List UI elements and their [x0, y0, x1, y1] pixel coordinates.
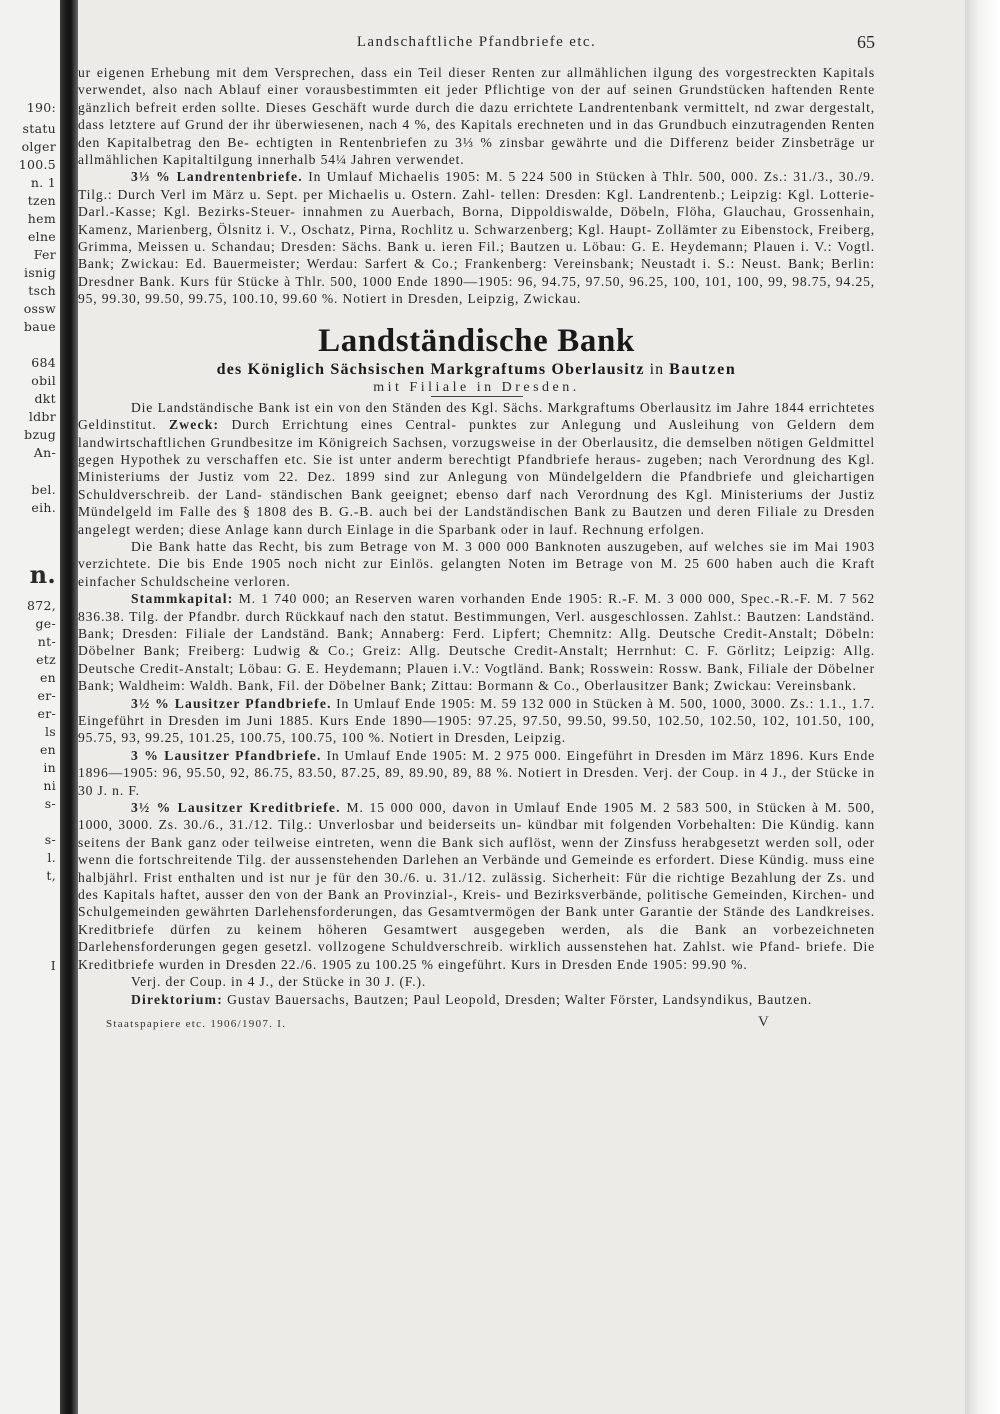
margin-fragment: I: [50, 958, 56, 973]
margin-fragment: Fer: [33, 247, 56, 262]
paragraph-landrentenbriefe: [78, 168, 875, 307]
margin-fragment: etz: [36, 652, 56, 667]
page-footer: [78, 1014, 875, 1036]
margin-fragment: obil: [31, 373, 56, 388]
margin-fragment: tsch: [28, 283, 56, 298]
paragraph-kreditbriefe: [78, 799, 875, 973]
margin-fragment: er-: [37, 706, 56, 721]
page-content: [78, 30, 875, 1036]
margin-fragment: baue: [23, 319, 56, 334]
margin-fragment: An-: [33, 445, 56, 460]
margin-fragment: s-: [44, 832, 56, 847]
margin-fragment: isnig: [24, 265, 56, 280]
margin-fragment: ldbr: [28, 409, 56, 424]
margin-fragment: en: [39, 742, 56, 757]
sheet-mark: V: [758, 1013, 771, 1030]
margin-fragment: t,: [46, 868, 56, 883]
page-edge: [965, 0, 1000, 1414]
margin-fragment: 100.5: [18, 157, 56, 172]
running-title: Landschaftliche Pfandbriefe etc.: [356, 34, 597, 50]
paragraph-body: In Umlauf Ende 1905: M. 2 975 000. Eingeführt in Dresden im März 1896. Kurs Ende 1896—1905: 96, 95.50, 92, 86.75, 83.50, 87.25, 89, 89.90, 89, 88 %. Notiert in Dresden. Verj. der Coup. in 4 J., der Stücke in 30 J. n. F.: [78, 747, 875, 798]
margin-fragment: hem: [27, 211, 56, 226]
margin-fragment: nt-: [37, 634, 56, 649]
paragraph-landrenten-intro: ur eigenen Erhebung mit dem Versprechen, dass ein Teil dieser Renten zur allmählichen ilgung des vorgestreckten Kapitals verwendet, also nach Ablauf einer vorausbestimmten eit jeder Pflichtige von der auf seinen Grundstücken haftenden Rente gänzlich befreit erden sollte. Dieses Geschäft wurde durch die dazu errichtete Landrentenbank vermittelt, nd zwar dergestalt, dass letztere auf Grund der ihr überwiesenen, nach 4 %, des Kapitals erechneten und in das Grundbuch einzutragenden Renten den Kapitalbetrag den Be- echtigten in Rentenbriefen zu 3⅓ % zinsbar gewährte und die Differenz beider Zinsbeträge ur allmählichen Kapitaltilgung innerhalb 54¼ Jahren verwendet.: [78, 65, 875, 168]
margin-fragment: bel.: [31, 482, 56, 497]
book-gutter: [60, 0, 78, 1414]
margin-fragment: ossw: [23, 301, 56, 316]
paragraph-banknotes: Die Bank hatte das Recht, bis zum Betrage von M. 3 000 000 Banknoten auszugeben, auf welches sie im Mai 1903 verzichtete. Die bis Ende 1905 noch nicht zur Einlös. gelangten Noten im Betrage von M. 25 600 haben auch die Kraft einfacher Schuldscheine verloren.: [78, 538, 875, 589]
section-branch-line: mit Filiale in Dresden.: [373, 379, 580, 395]
paragraph-lead: 3 % Lausitzer Pfandbriefe.: [131, 747, 322, 763]
running-head: [78, 30, 875, 64]
subtitle-connector: in: [644, 360, 670, 378]
margin-fragment: n. 1: [30, 175, 56, 190]
printer-signature: Staatspapiere etc. 1906/1907. I.: [106, 1017, 287, 1030]
paragraph-pfandbriefe-3: [78, 747, 875, 799]
paragraph-body: Durch Errichtung eines Central- punktes zur Anlegung und Ausleihung von Geldern dem landwirtschaftlichen Grundbesitze im Königreich Sachsen, vorzugsweise in der Oberlausitz, die demselben nötigen Geldmittel gegen Hypothek zu verschaffen etc. Sie ist unter anderm berechtigt Pfandbriefe heraus- zugeben; nach Verordnung des Kgl. Ministeriums der Justiz vom 22. Dez. 1899 sind zur Anlegung von Mündelgeldern die Pfandbriefe und gleichartigen Schuldverschreib. der Land- ständischen Bank geeignet; ebenso darf nach Verordnung des Kgl. Ministeriums der Justiz Mündelgeld im Falle des § 1808 des B. G.-B. auch bei der Landständischen Bank zu Bautzen und deren Filiale zu Dresden angelegt werden; diese Anlage kann durch Einlage in die Sparbank oder in lauf. Rechnung erfolgen.: [78, 417, 876, 537]
margin-fragment: ge-: [35, 616, 56, 631]
page-number: 65: [857, 32, 875, 52]
margin-fragment: olger: [21, 139, 56, 154]
paragraph-pfandbriefe-3-5: [78, 695, 875, 747]
paragraph-stammkapital: [78, 590, 875, 694]
margin-fragment: en: [39, 670, 56, 685]
margin-fragment: 684: [31, 355, 56, 370]
section-title: Landständische Bank: [318, 322, 635, 359]
paragraph-body: Die Landständische Bank ist ein von den Ständen des Kgl. Sächs. Markgraftums Oberlausitz im Jahre 1844 errichtetes Geldinstitut.: [78, 399, 875, 433]
paragraph-lead: Zweck:: [168, 417, 220, 433]
paragraph-body: In Umlauf Ende 1905: M. 59 132 000 in Stücken à M. 500, 1000, 3000. Zs.: 1.1., 1.7. Eingeführt in Dresden im Juni 1885. Kurs Ende 1890—1905: 97.25, 97.50, 99.50, 99.50, 102.50, 102.50, 102, 101.50, 100, 95.75, 93, 99.25, 101.25, 100.75, 100.75, 100 %. Notiert in Dresden, Leipzig.: [78, 695, 875, 746]
paragraph-lead: Stammkapital:: [131, 591, 234, 607]
margin-fragment: l.: [47, 850, 56, 865]
divider-rule: [431, 396, 523, 397]
paragraph-bank-purpose: [78, 399, 875, 538]
subtitle-bank-name: des Königlich Sächsischen Markgraftums Oberlausitz: [216, 360, 645, 378]
facing-page-fragment: [0, 0, 60, 1414]
margin-fragment: er-: [37, 688, 56, 703]
subtitle-city: Bautzen: [669, 360, 737, 378]
paragraph-body: M. 15 000 000, davon in Umlauf Ende 1905 M. 2 583 500, in Stücken à M. 500, 1000, 3000. Zs. 30./6., 31./12. Tilg.: Unverlosbar und beiderseits un- kündbar mit folgenden Vorbehalten: Die Kündig. kann seitens der Bank ganz oder teilweise eintreten, wenn die Bank sich auflöst, wenn der Zinsfuss herabgesetzt werden soll, oder wenn die fortschreitende Tilg. der aussenstehenden Darlehen an Verbände und Gemeinde es erfordert. Diese Kündig. muss eine halbjährl. Frist enthalten und ist nur je für den 30./6. u. 31./12. zulässig. Sicherheit: Für die richtige Bezahlung der Zs. und des Kapitals haftet, ausser den von der Bank an Provinzial-, Kreis- und Bezirksverbände, politische Gemeinden, Kirchen- und Schulgemeinden gewährten Darlehensforderungen, das Gesamtvermögen der Bank unter Garantie der Stände des Landkreises. Kreditbriefe dürfen zu keinem höheren Gesamtwert ausgegeben werden, als die Bank an vorbezeichneten Darlehensforderungen gegen gesetzl. vollzogene Schuldverschreib. wirklich aussenstehen hat. Zahlst. wie Pfand- briefe. Die Kreditbriefe wurden in Dresden 22./6. 1905 zu 100.25 % eingeführt. Kurs in Dresden Ende 1905: 99.90 %.: [78, 800, 875, 972]
margin-fragment: statu: [22, 121, 56, 136]
margin-fragment: s-: [44, 796, 56, 811]
margin-fragment: 872,: [26, 598, 56, 613]
paragraph-body: In Umlauf Michaelis 1905: M. 5 224 500 in Stücken à Thlr. 500, 000. Zs.: 31./3., 30./9. Tilg.: Durch Verl im März u. Sept. per Michaelis u. Ostern. Zahl- tellen: Dresden: Kgl. Landrentenb.; Leipzig: Kgl. Lotterie-Darl.-Kasse; Kgl. Bezirks-Steuer- innahmen zu Auerbach, Borna, Dippoldiswalde, Döbeln, Flöha, Glauchau, Grossenhain, Kamenz, Marienberg, Ölsnitz i. V., Oschatz, Pirna, Rochlitz u. Schwarzenberg; Kgl. Haupt- Zollämter zu Eibenstock, Freiberg, Grimma, Meissen u. Schandau; Dresden: Sächs. Bank u. ieren Fil.; Bautzen u. Löbau: G. E. Heydemann; Plauen i. V.: Vogtl. Bank; Zwickau: Ed. Bauermeister; Werdau: Sarfert & Co.; Frankenberg: Vereinsbank; Neustadt i. S.: Neust. Bank; Berlin: Dresdner Bank. Kurs für Stücke à Thlr. 500, 1000 Ende 1890—1905: 96, 94.75, 97.50, 96.25, 100, 101, 100, 99, 98.75, 94.25, 95, 99.30, 99.50, 99.75, 100.10, 99.60 %. Notiert in Dresden, Leipzig, Zwickau.: [78, 169, 875, 307]
paragraph-lead: 3⅓ % Landrentenbriefe.: [131, 169, 303, 185]
paragraph-lead: Direktorium:: [131, 991, 223, 1007]
section-subtitle: [78, 360, 875, 379]
paragraph-body: Gustav Bauersachs, Bautzen; Paul Leopold, Dresden; Walter Förster, Landsyndikus, Bautzen.: [222, 991, 813, 1007]
margin-fragment: in: [43, 760, 56, 775]
paragraph-lead: 3½ % Lausitzer Kreditbriefe.: [131, 800, 341, 816]
margin-fragment: ni: [43, 778, 56, 793]
margin-fragment: elne: [27, 229, 56, 244]
paragraph-verjaehrung: Verj. der Coup. in 4 J., der Stücke in 30 J. (F.).: [131, 974, 427, 990]
margin-fragment: tzen: [27, 193, 56, 208]
margin-fragment: bzug: [24, 427, 56, 442]
margin-fragment: eih.: [31, 500, 56, 515]
paragraph-direktorium: [78, 991, 875, 1008]
margin-fragment: 190:: [26, 100, 56, 115]
margin-fragment: dkt: [34, 391, 56, 406]
paragraph-body: M. 1 740 000; an Reserven waren vorhanden Ende 1905: R.-F. M. 3 000 000, Spec.-R.-F. M. 7 562 836.38. Tilg. der Pfandbr. durch Rückkauf nach den statut. Bestimmungen, Verl. ausgeschlossen. Zahlst.: Bautzen: Landständ. Bank; Dresden: Filiale der Landständ. Bank; Annaberg: Ferd. Lipfert; Chemnitz: Allg. Deutsche Credit-Anstalt; Döbeln: Döbelner Bank; Freiberg: Ludwig & Co.; Greiz: Allg. Deutsche Credit-Anstalt; Herrnhut: C. F. Görlitz; Leipzig: Allg. Deutsche Credit-Anstalt; Löbau: G. E. Heydemann; Plauen i.V.: Vogtländ. Bank; Rosswein: Rossw. Bank, Filiale der Döbelner Bank; Waldheim: Waldh. Bank, Fil. der Döbelner Bank; Zittau: Bormann & Co., Oberlausitzer Bank; Zwickau: Vereinsbank.: [78, 591, 875, 694]
paragraph-lead: 3½ % Lausitzer Pfandbriefe.: [131, 695, 332, 711]
margin-fragment: n.: [29, 560, 56, 589]
margin-fragment: ls: [44, 724, 56, 739]
